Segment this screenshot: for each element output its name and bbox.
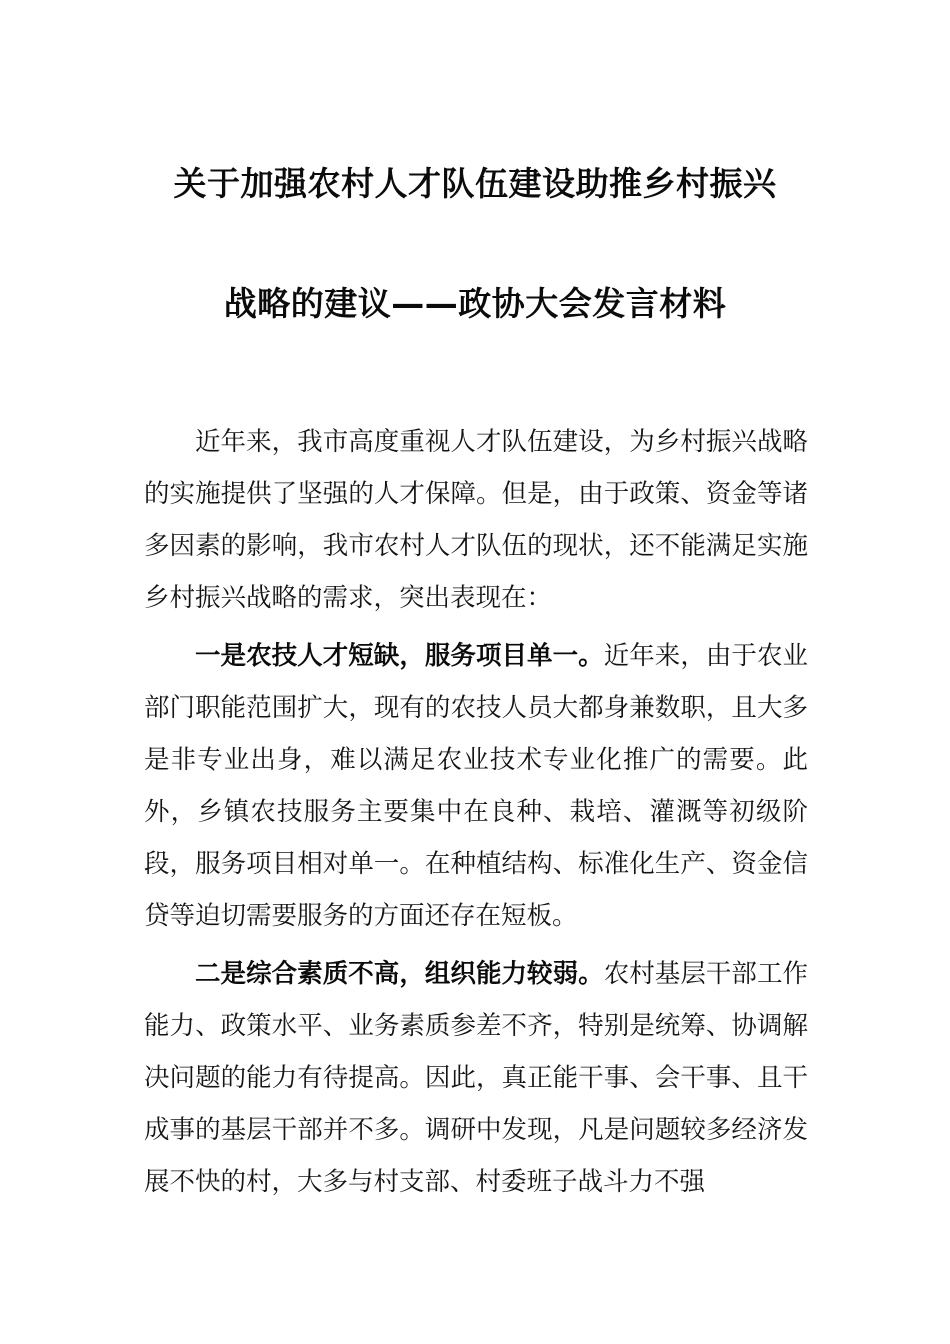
document-title-line-2: 战略的建议——政协大会发言材料	[223, 284, 727, 323]
paragraph-text: 近年来，我市高度重视人才队伍建设，为乡村振兴战略的实施提供了坚强的人才保障。但是，由于政策、资金等诸多因素的影响，我市农村人才队伍的现状，还不能满足实施乡村振兴战略的需求，突出表现在：	[144, 427, 808, 613]
paragraph-text: 近年来，由于农业部门职能范围扩大，现有的农技人员大都身兼数职，且大多是非专业出身，难以满足农业技术专业化推广的需要。此外，乡镇农技服务主要集中在良种、栽培、灌溉等初级阶段，服务项目相对单一。在种植结构、标准化生产、资金信贷等迫切需要服务的方面还存在短板。	[144, 641, 808, 931]
paragraph-text: 农村基层干部工作能力、政策水平、业务素质参差不齐，特别是统筹、协调解决问题的能力有待提高。因此，真正能干事、会干事、且干成事的基层干部并不多。调研中发现，凡是问题较多经济发展不快的村，大多与村支部、村委班子战斗力不强	[144, 959, 808, 1197]
paragraph-intro	[144, 416, 808, 624]
paragraph-point-1	[144, 630, 808, 942]
document-title-line-1: 关于加强农村人才队伍建设助推乡村振兴	[173, 164, 777, 203]
document-body	[144, 416, 808, 1208]
paragraph-point-2	[144, 948, 808, 1208]
paragraph-lead: 二是综合素质不高，组织能力较弱。	[195, 959, 604, 989]
paragraph-lead: 一是农技人才短缺，服务项目单一。	[195, 641, 604, 671]
